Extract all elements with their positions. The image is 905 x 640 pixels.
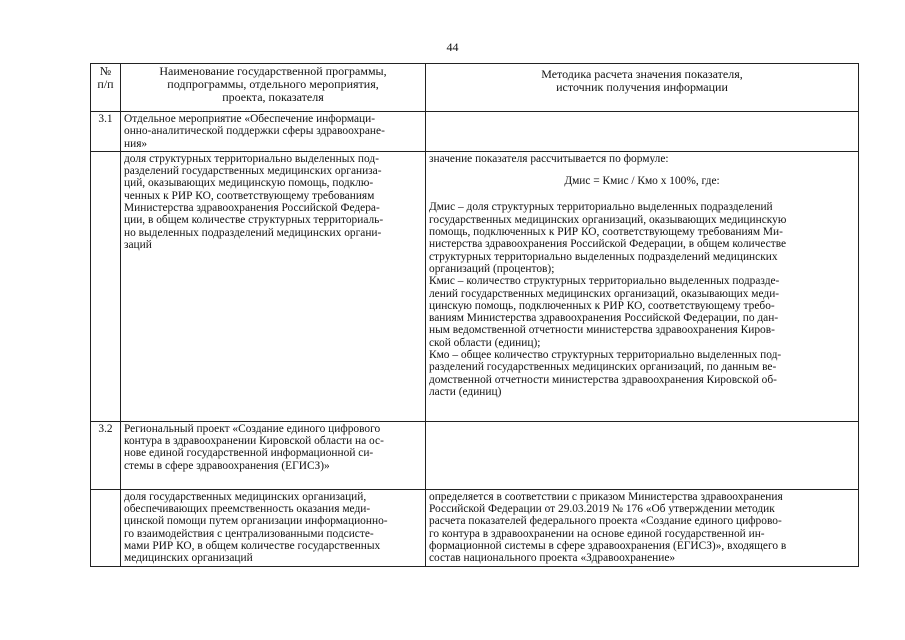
text-line: ния» <box>124 137 148 150</box>
text-line: разделений государственных медицинских организаций, по данным ве- <box>429 361 777 374</box>
text-line: государственных медицинских организаций, оказывающих медицинскую <box>429 213 787 226</box>
text-line: ласти (единиц) <box>429 385 502 398</box>
text-line: Кмис – количество структурных территориально выделенных подразде- <box>429 275 780 288</box>
row-number: 3.2 <box>91 421 121 489</box>
calculation-method <box>426 151 859 421</box>
header-line: источник получения информации <box>556 80 728 94</box>
header-method <box>426 64 859 112</box>
header-name <box>121 64 426 112</box>
page-number: 44 <box>446 40 459 54</box>
text-line: состав национального проекта «Здравоохранение» <box>429 552 676 565</box>
text-line: обеспечивающих преемственность оказания меди- <box>124 503 371 516</box>
method-intro: значение показателя рассчитывается по формуле: <box>429 152 669 165</box>
text-line: Дмис – доля структурных территориально выделенных подразделений <box>429 201 773 214</box>
header-line: подпрограммы, отдельного мероприятия, <box>167 77 379 91</box>
text-line: расчета показателей федерального проекта «Создание единого цифрово- <box>429 515 782 528</box>
program-title <box>121 112 426 152</box>
text-line: организаций (процентов); <box>429 262 555 275</box>
text-line: но выделенных подразделений медицинских органи- <box>124 226 382 239</box>
text-line: Региональный проект «Создание единого цифрового <box>124 422 381 435</box>
indicator-name <box>121 151 426 421</box>
text-line: онно-аналитической поддержки сферы здравоохране- <box>124 125 385 138</box>
header-line: проекта, показателя <box>222 90 324 104</box>
header-num <box>91 64 121 112</box>
text-line: доля государственных медицинских организаций, <box>124 490 367 503</box>
text-line: цинской помощи путем организации информационно- <box>124 515 388 528</box>
text-line: медицинских организаций <box>124 552 253 565</box>
text-line: го взаимодействия с централизованными подсисте- <box>124 527 374 540</box>
text-line: нистерства здравоохранения Российской Федерации, в общем количестве <box>429 238 787 251</box>
text-line: Российской Федерации от 29.03.2019 № 176 «Об утверждении методик <box>429 503 775 516</box>
text-line: стемы в сфере здравоохранения (ЕГИСЗ)» <box>124 459 330 472</box>
text-line: ченных к РИР КО, соответствующему требованиям <box>124 189 375 202</box>
text-line: го контура в здравоохранении на основе единой государственной ин- <box>429 527 765 540</box>
text-line: домственной отчетности министерства здравоохранения Кировской об- <box>429 373 777 386</box>
text-line: формационной системы в сфере здравоохранения (ЕГИСЗ)», входящего в <box>429 540 787 553</box>
text-line: ской области (единиц); <box>429 336 541 349</box>
row-number: 3.1 <box>91 112 121 152</box>
text-line: доля структурных территориально выделенных под- <box>124 152 379 165</box>
text-line: ций, оказывающих медицинскую помощь, подклю- <box>124 177 374 190</box>
text-line: Министерства здравоохранения Российской Федера- <box>124 202 380 215</box>
program-title <box>121 421 426 489</box>
formula: Дмис = Кмис / Кмо х 100%, где: <box>564 175 720 188</box>
calculation-method <box>426 489 859 566</box>
text-line: Отдельное мероприятие «Обеспечение информаци- <box>124 113 376 125</box>
text-line: помощь, подключенных к РИР КО, соответствующему требованиям Ми- <box>429 226 783 239</box>
table-row <box>91 112 859 152</box>
text-line: нове единой государственной информационной си- <box>124 447 374 460</box>
text-line: структурных территориально выделенных подразделений медицинских <box>429 250 778 263</box>
text-line: лений государственных медицинских организаций, оказывающих меди- <box>429 287 780 300</box>
indicator-name <box>121 489 426 566</box>
text-line: мами РИР КО, в общем количестве государственных <box>124 540 381 553</box>
header-line: Наименование государственной программы, <box>159 64 387 78</box>
text-line: контура в здравоохранении Кировской области на ос- <box>124 435 384 448</box>
text-line: ции, в общем количестве структурных территориаль- <box>124 214 384 227</box>
table-header-row <box>91 64 859 112</box>
empty-cell <box>426 421 859 489</box>
empty-cell <box>91 151 121 421</box>
header-line: п/п <box>97 77 114 91</box>
empty-cell <box>426 112 859 152</box>
header-line: № <box>99 64 112 78</box>
table-row <box>91 151 859 421</box>
text-line: разделений государственных медицинских организа- <box>124 165 382 178</box>
text-line: определяется в соответствии с приказом Министерства здравоохранения <box>429 490 783 503</box>
text-line: заций <box>124 238 152 251</box>
text-line: цинскую помощь, подключенных к РИР КО, соответствующему требо- <box>429 299 775 312</box>
text-line: ным ведомственной отчетности министерства здравоохранения Киров- <box>429 324 775 337</box>
text-line: ваниям Министерства здравоохранения Российской Федерации, по дан- <box>429 312 779 325</box>
table-row <box>91 489 859 566</box>
text-line: Кмо – общее количество структурных территориально выделенных под- <box>429 349 782 362</box>
empty-cell <box>91 489 121 566</box>
table-row <box>91 421 859 489</box>
header-line: Методика расчета значения показателя, <box>541 67 743 81</box>
indicators-table <box>90 63 859 567</box>
